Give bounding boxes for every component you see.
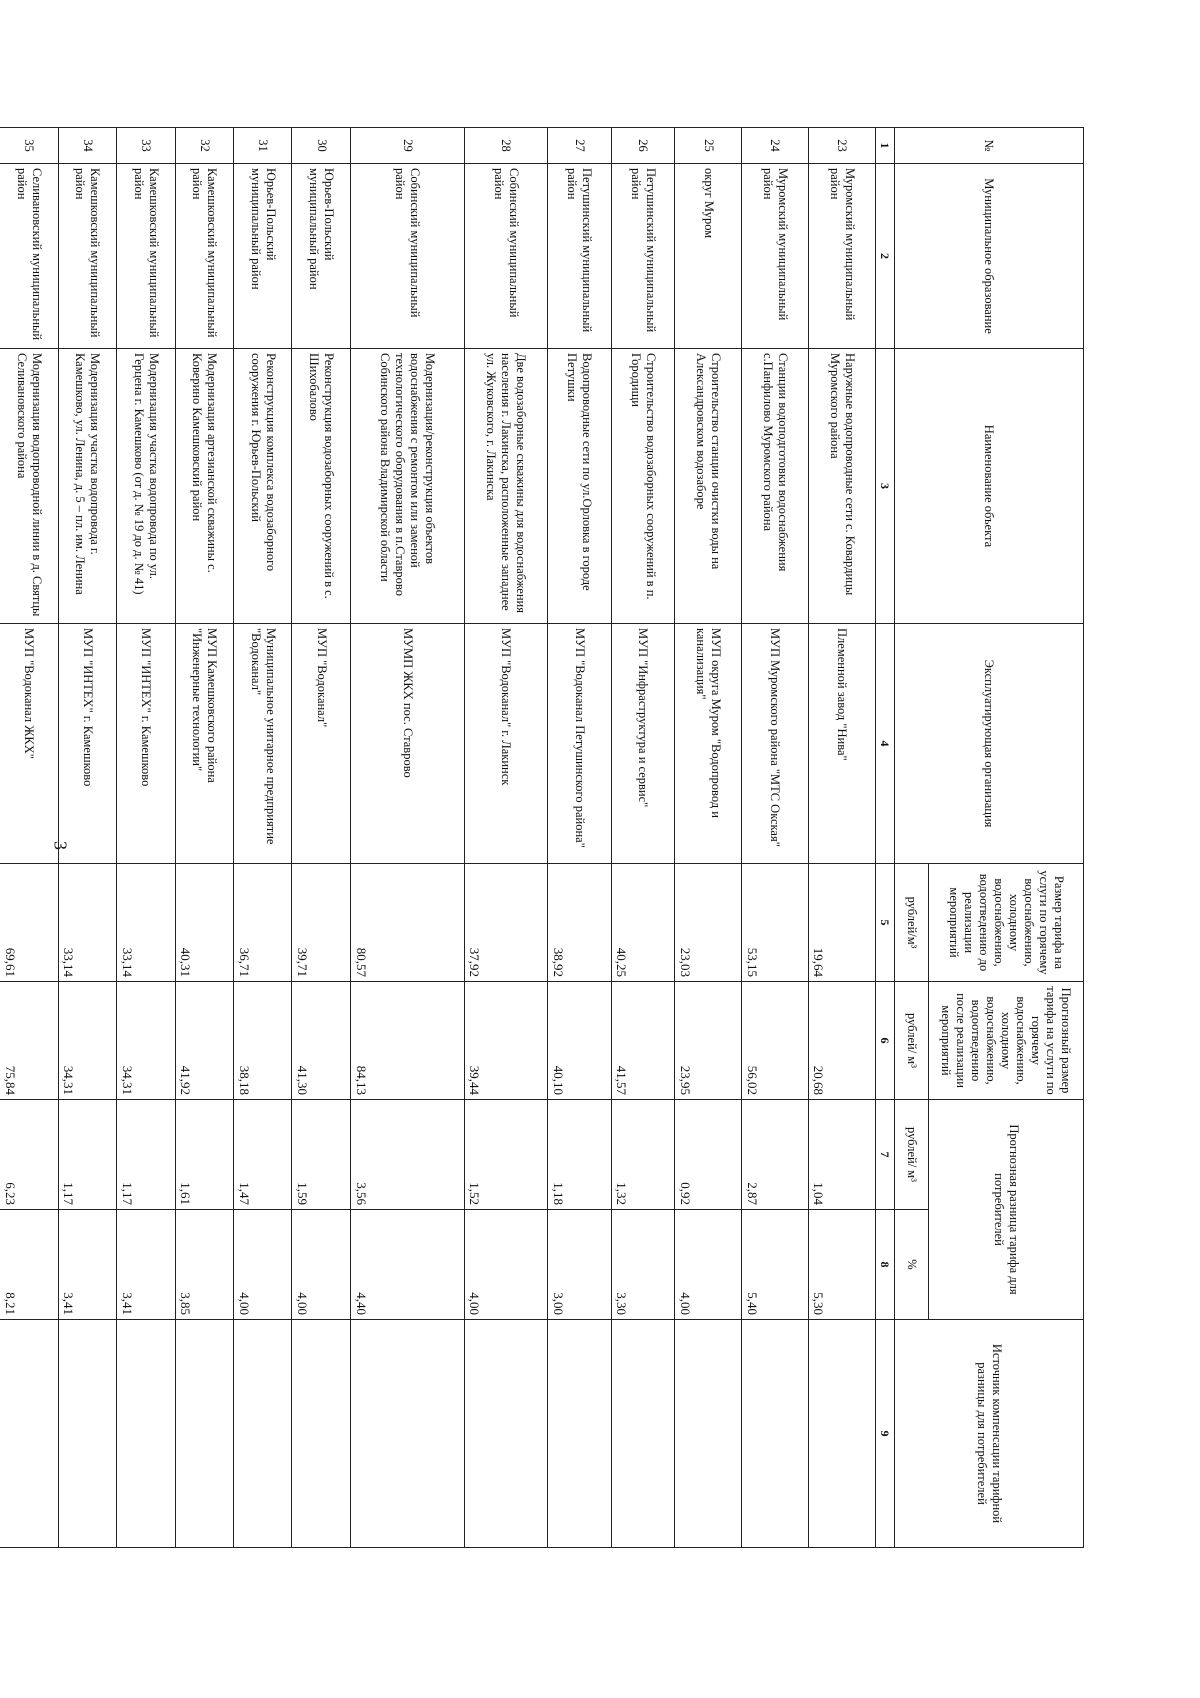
- row-number: 29: [350, 128, 464, 164]
- object-name-cell: Наружные водопроводные сети с. Ковардицы Муромского района: [808, 349, 875, 624]
- municipality-cell: Юрьев-Польский муниципальный район: [292, 164, 350, 349]
- tariff-before-cell: 37,92: [464, 864, 548, 982]
- organization-cell: МУП "Водоканал ЖКХ": [0, 624, 58, 864]
- diff-percent-cell: 3,41: [58, 1210, 116, 1320]
- diff-rub-cell: 1,59: [292, 1100, 350, 1210]
- tariff-before-cell: 33,14: [58, 864, 116, 982]
- header-organization: Эксплуатирующая организация: [895, 624, 1084, 864]
- diff-rub-cell: 1,04: [808, 1100, 875, 1210]
- table-row: [350, 128, 464, 1548]
- table-row: [117, 128, 175, 1548]
- tariff-after-cell: 56,02: [741, 982, 808, 1100]
- column-number: 9: [875, 1320, 894, 1548]
- organization-cell: МУП "Водоканал Петушинского района": [548, 624, 611, 864]
- tariff-after-cell: 84,13: [350, 982, 464, 1100]
- diff-percent-cell: 3,00: [548, 1210, 611, 1320]
- unit-after: рублей/ м³: [895, 982, 929, 1100]
- object-name-cell: Модернизация/реконструкция объектов водоснабжения с ремонтом или заменой технологического оборудования в п.Ставрово Собинского района Владимирской области: [350, 349, 464, 624]
- diff-percent-cell: 3,30: [611, 1210, 674, 1320]
- row-number: 35: [0, 128, 58, 164]
- diff-rub-cell: 1,18: [548, 1100, 611, 1210]
- diff-percent-cell: 4,00: [292, 1210, 350, 1320]
- table-row: [548, 128, 611, 1548]
- table-row: [0, 128, 58, 1548]
- header-municipality: Муниципальное образование: [895, 164, 1084, 349]
- header-tariff-before: Размер тарифа на услуги по горячему водоснабжению, холодному водоснабжению, водоотведению до реализации мероприятий: [929, 864, 1084, 982]
- municipality-cell: Камешковский муниципальный район: [58, 164, 116, 349]
- source-cell: [675, 1320, 742, 1548]
- diff-percent-cell: 4,00: [675, 1210, 742, 1320]
- header-forecast-diff: Прогнозная разница тарифа для потребителей: [929, 1100, 1084, 1320]
- diff-rub-cell: 1,47: [234, 1100, 292, 1210]
- table-body: [0, 128, 875, 1548]
- table-row: [234, 128, 292, 1548]
- table-row: [292, 128, 350, 1548]
- tariff-after-cell: 20,68: [808, 982, 875, 1100]
- row-number: 31: [234, 128, 292, 164]
- tariff-before-cell: 23,03: [675, 864, 742, 982]
- diff-rub-cell: 0,92: [675, 1100, 742, 1210]
- column-number: 7: [875, 1100, 894, 1210]
- table-row: [464, 128, 548, 1548]
- source-cell: [350, 1320, 464, 1548]
- column-number: 2: [875, 164, 894, 349]
- tariff-after-cell: 34,31: [117, 982, 175, 1100]
- source-cell: [0, 1320, 58, 1548]
- tariff-before-cell: 36,71: [234, 864, 292, 982]
- municipality-cell: Камешковский муниципальный район: [175, 164, 233, 349]
- row-number: 28: [464, 128, 548, 164]
- rotated-table-container: [0, 127, 1084, 1547]
- diff-percent-cell: 8,21: [0, 1210, 58, 1320]
- header-source: Источник компенсации тарифной разницы для потребителей: [895, 1320, 1084, 1548]
- object-name-cell: Модернизация артезианской скважины с. Коверино Камешковский район: [175, 349, 233, 624]
- diff-rub-cell: 3,56: [350, 1100, 464, 1210]
- organization-cell: МУП Муромского района "МТС Окская": [741, 624, 808, 864]
- object-name-cell: Две водозаборные скважины для водоснабжения населения г. Лакинска, расположенные западнее ул. Жуковского, г. Лакинска: [464, 349, 548, 624]
- table-row: [741, 128, 808, 1548]
- source-cell: [292, 1320, 350, 1548]
- row-number: 27: [548, 128, 611, 164]
- diff-percent-cell: 3,85: [175, 1210, 233, 1320]
- diff-percent-cell: 4,00: [464, 1210, 548, 1320]
- municipality-cell: Петушинский муниципальный район: [611, 164, 674, 349]
- column-number: 8: [875, 1210, 894, 1320]
- column-number: 1: [875, 128, 894, 164]
- column-number: 4: [875, 624, 894, 864]
- diff-percent-cell: 3,41: [117, 1210, 175, 1320]
- header-no: №: [895, 128, 1084, 164]
- header-tariff-after: Прогнозный размер тарифа на услуги по горячему водоснабжению, холодному водоснабжению, водоотведению после реализации мероприятий: [929, 982, 1084, 1100]
- object-name-cell: Модернизация водопроводной линии в д. Святцы Селивановского района: [0, 349, 58, 624]
- table-row: [58, 128, 116, 1548]
- tariff-after-cell: 41,92: [175, 982, 233, 1100]
- column-number: 3: [875, 349, 894, 624]
- organization-cell: Муниципальное унитарное предприятие "Водоканал": [234, 624, 292, 864]
- tariff-before-cell: 53,15: [741, 864, 808, 982]
- source-cell: [548, 1320, 611, 1548]
- diff-rub-cell: 1,17: [117, 1100, 175, 1210]
- municipality-cell: Собинский муниципальный район: [464, 164, 548, 349]
- organization-cell: Племенной завод "Нива": [808, 624, 875, 864]
- municipality-cell: Петушинский муниципальный район: [548, 164, 611, 349]
- tariff-before-cell: 40,31: [175, 864, 233, 982]
- object-name-cell: Модернизация участка водопровода по ул. Герцена г. Камешково (от д. № 19 до д. № 41): [117, 349, 175, 624]
- municipality-cell: Муромский муниципальный район: [741, 164, 808, 349]
- diff-rub-cell: 1,52: [464, 1100, 548, 1210]
- source-cell: [808, 1320, 875, 1548]
- source-cell: [117, 1320, 175, 1548]
- unit-before: рублей/м³: [895, 864, 929, 982]
- object-name-cell: Строительство станции очистки воды на Александровском водозаборе: [675, 349, 742, 624]
- tariff-after-cell: 41,30: [292, 982, 350, 1100]
- organization-cell: МУМП ЖКХ пос. Ставрово: [350, 624, 464, 864]
- organization-cell: МУП "Водоканал" г. Лакинск: [464, 624, 548, 864]
- municipality-cell: округ Муром: [675, 164, 742, 349]
- unit-diff-rub: рублей/ м³: [895, 1100, 929, 1210]
- diff-rub-cell: 1,17: [58, 1100, 116, 1210]
- organization-cell: МУП "ИНТЕХ" г. Камешково: [117, 624, 175, 864]
- tariff-before-cell: 19,64: [808, 864, 875, 982]
- tariff-before-cell: 69,61: [0, 864, 58, 982]
- diff-percent-cell: 4,00: [234, 1210, 292, 1320]
- row-number: 23: [808, 128, 875, 164]
- table-row: [611, 128, 674, 1548]
- diff-rub-cell: 1,32: [611, 1100, 674, 1210]
- organization-cell: МУП "Водоканал": [292, 624, 350, 864]
- column-number: 5: [875, 864, 894, 982]
- object-name-cell: Строительство водозаборных сооружений в п. Городищи: [611, 349, 674, 624]
- tariff-before-cell: 40,25: [611, 864, 674, 982]
- municipality-cell: Муромский муниципальный район: [808, 164, 875, 349]
- diff-rub-cell: 2,87: [741, 1100, 808, 1210]
- tariff-after-cell: 23,95: [675, 982, 742, 1100]
- tariff-after-cell: 75,84: [0, 982, 58, 1100]
- diff-percent-cell: 5,40: [741, 1210, 808, 1320]
- object-name-cell: Модернизация участка водопровода г. Камешково, ул. Ленина, д. 5 – пл. им. Ленина: [58, 349, 116, 624]
- tariff-after-cell: 39,44: [464, 982, 548, 1100]
- table-row: [808, 128, 875, 1548]
- tariff-before-cell: 33,14: [117, 864, 175, 982]
- tariff-after-cell: 34,31: [58, 982, 116, 1100]
- source-cell: [234, 1320, 292, 1548]
- source-cell: [175, 1320, 233, 1548]
- source-cell: [58, 1320, 116, 1548]
- municipality-cell: Собинский муниципальный район: [350, 164, 464, 349]
- row-number: 33: [117, 128, 175, 164]
- municipality-cell: Юрьев-Польский муниципальный район: [234, 164, 292, 349]
- municipality-cell: Селивановский муниципальный район: [0, 164, 58, 349]
- diff-percent-cell: 5,30: [808, 1210, 875, 1320]
- object-name-cell: Станции водоподготовки водоснабжения с.Панфилово Муромского района: [741, 349, 808, 624]
- object-name-cell: Реконструкция водозаборных сооружений в с. Шихобалово: [292, 349, 350, 624]
- tariff-after-cell: 38,18: [234, 982, 292, 1100]
- tariff-after-cell: 41,57: [611, 982, 674, 1100]
- header-object: Наименование объекта: [895, 349, 1084, 624]
- diff-percent-cell: 4,40: [350, 1210, 464, 1320]
- object-name-cell: Реконструкция комплекса водозаборного сооружения г. Юрьев-Польский: [234, 349, 292, 624]
- source-cell: [741, 1320, 808, 1548]
- organization-cell: МУП "ИНТЕХ" г. Камешково: [58, 624, 116, 864]
- diff-rub-cell: 1,61: [175, 1100, 233, 1210]
- tariff-table: [0, 127, 1084, 1548]
- organization-cell: МУП Камешковского района "Инженерные технологии": [175, 624, 233, 864]
- row-number: 24: [741, 128, 808, 164]
- row-number: 25: [675, 128, 742, 164]
- table-row: [175, 128, 233, 1548]
- tariff-before-cell: 38,92: [548, 864, 611, 982]
- municipality-cell: Камешковский муниципальный район: [117, 164, 175, 349]
- source-cell: [464, 1320, 548, 1548]
- tariff-before-cell: 39,71: [292, 864, 350, 982]
- row-number: 26: [611, 128, 674, 164]
- row-number: 30: [292, 128, 350, 164]
- row-number: 32: [175, 128, 233, 164]
- column-number: 6: [875, 982, 894, 1100]
- page-number: 3: [50, 841, 71, 850]
- source-cell: [611, 1320, 674, 1548]
- organization-cell: МУП "Инфраструктура и сервис": [611, 624, 674, 864]
- row-number: 34: [58, 128, 116, 164]
- tariff-before-cell: 80,57: [350, 864, 464, 982]
- tariff-after-cell: 40,10: [548, 982, 611, 1100]
- table-row: [675, 128, 742, 1548]
- organization-cell: МУП округа Муром "Водопровод и канализация": [675, 624, 742, 864]
- diff-rub-cell: 6,23: [0, 1100, 58, 1210]
- object-name-cell: Водопроводные сети по ул.Орловка в городе Петушки: [548, 349, 611, 624]
- unit-diff-percent: %: [895, 1210, 929, 1320]
